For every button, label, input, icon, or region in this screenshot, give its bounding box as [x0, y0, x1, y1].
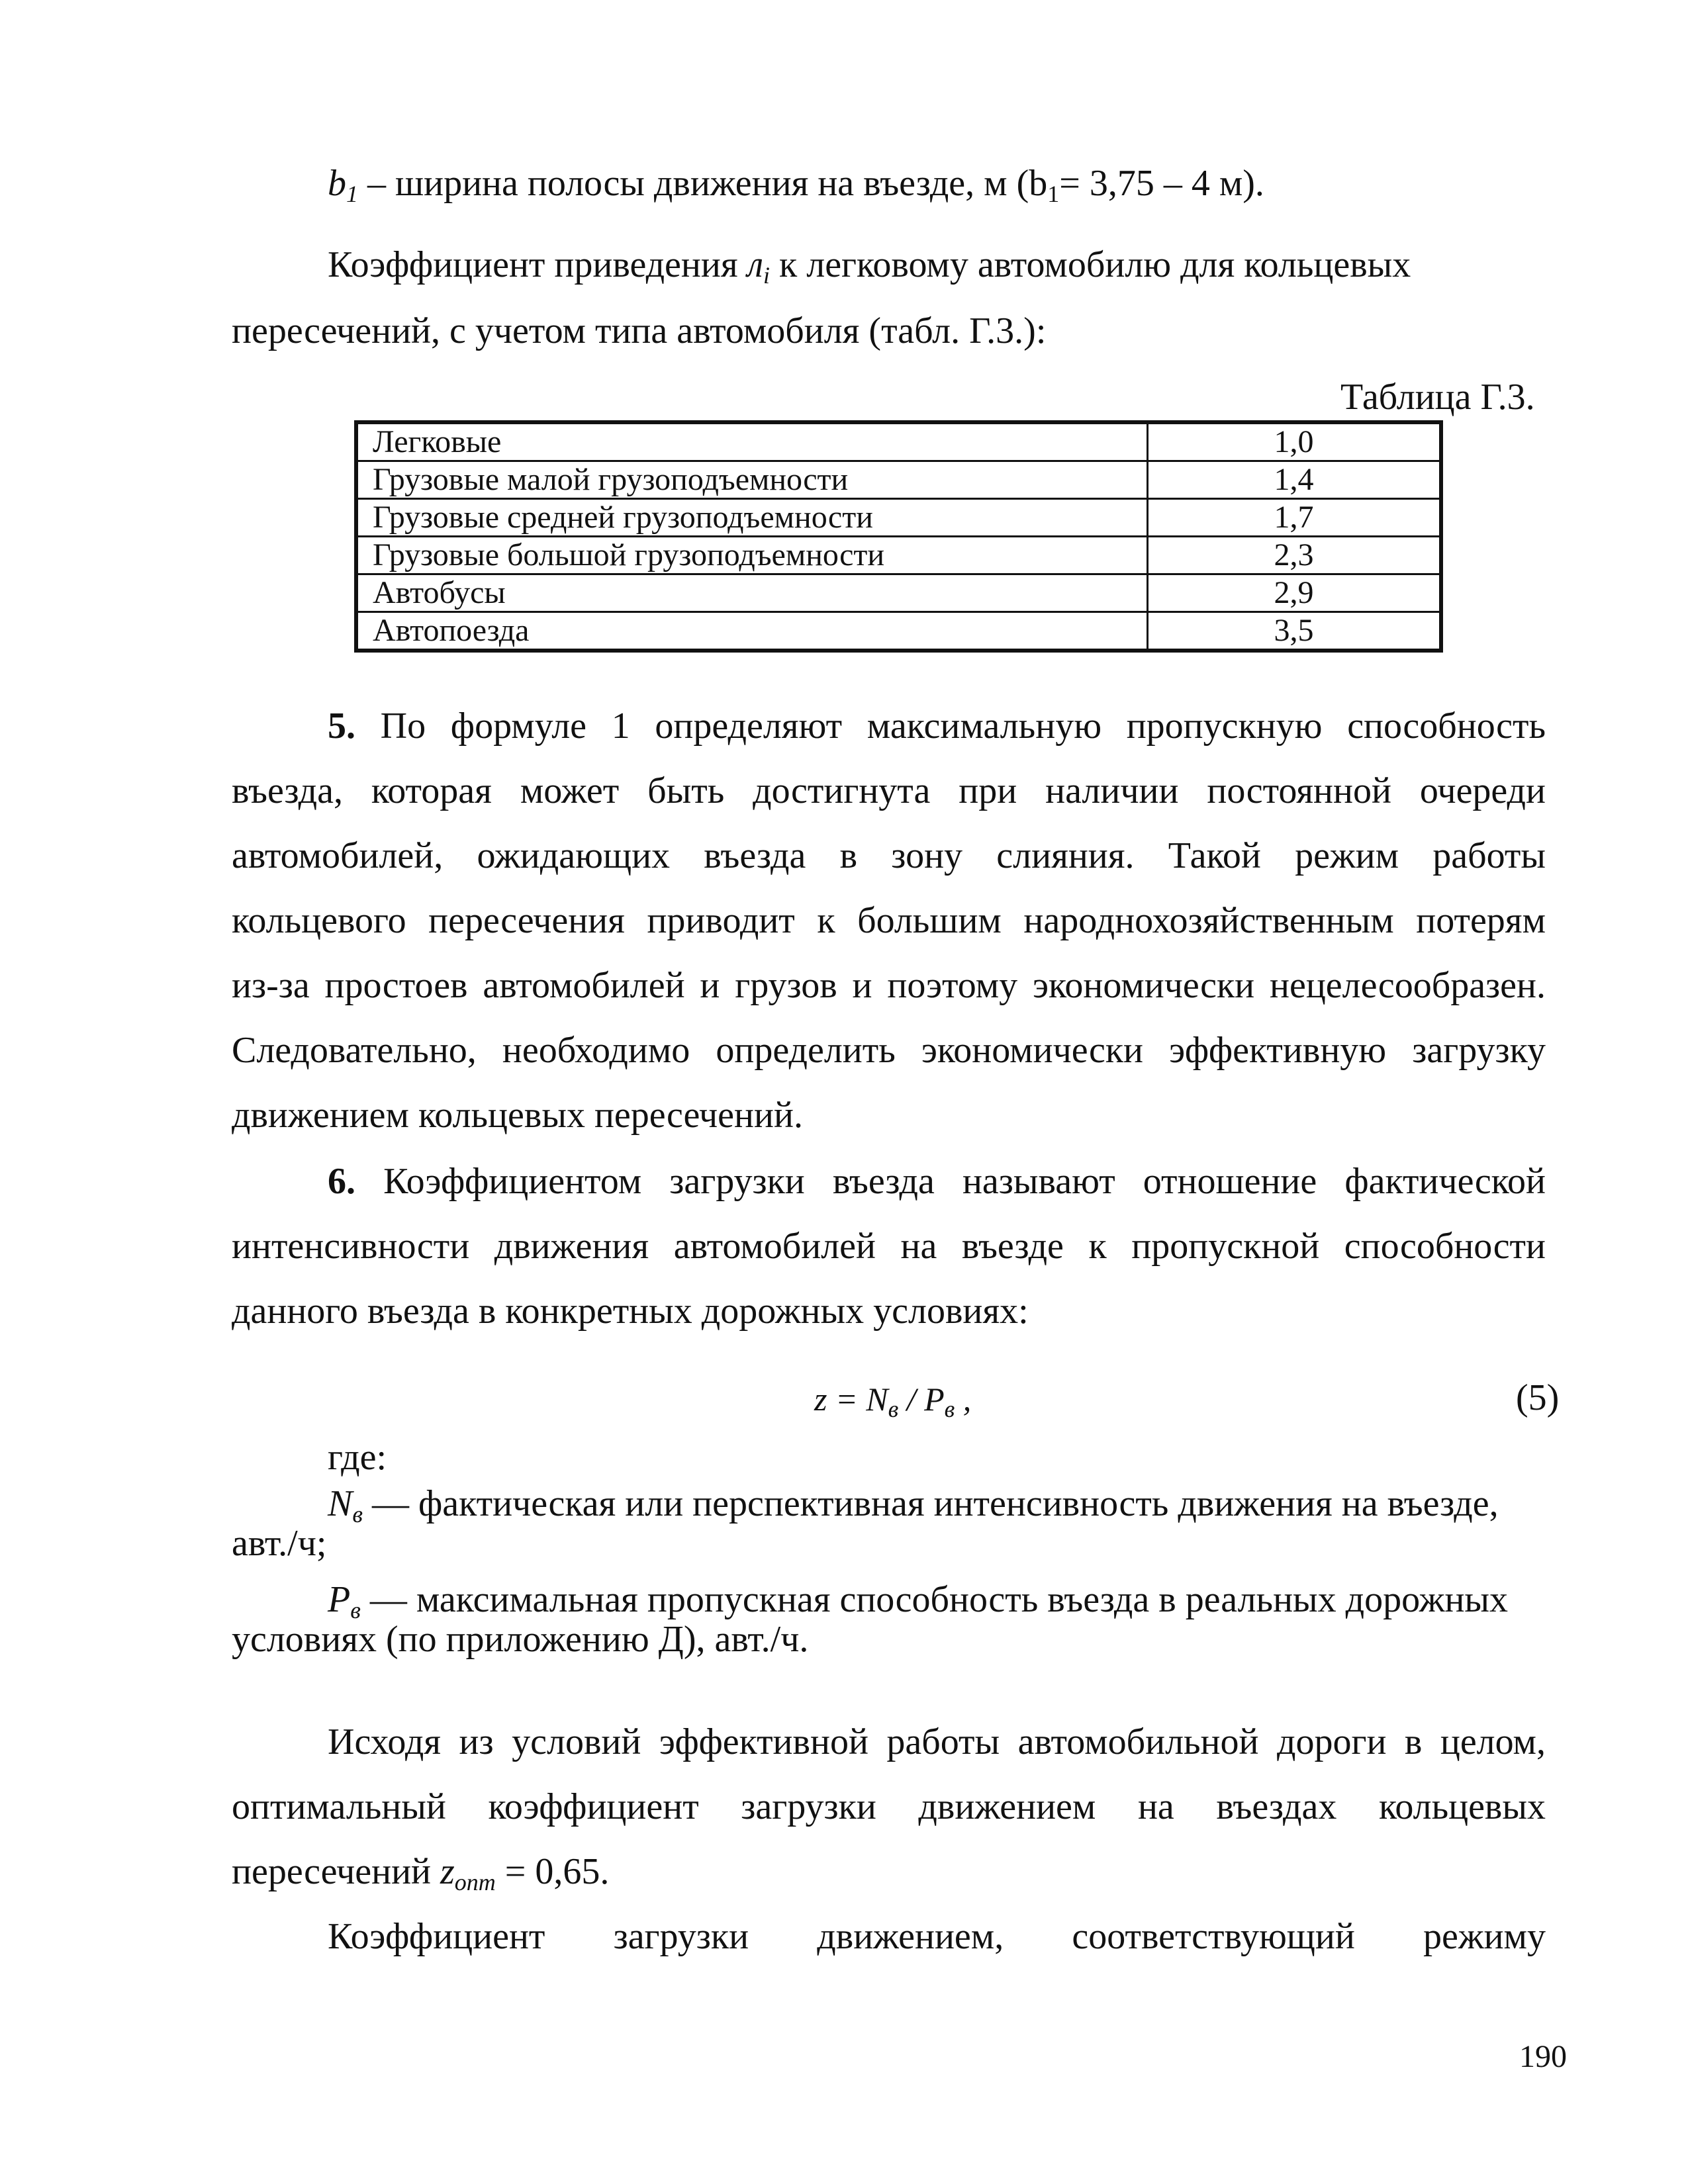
table-row — [356, 422, 1441, 461]
coefficient-value-cell: 2,9 — [1148, 574, 1442, 612]
vehicle-type-cell: Грузовые средней грузоподъемности — [356, 499, 1148, 537]
para-opt-line-2: оптимальный коэффициент загрузки движением на въездах кольцевых — [232, 1786, 1546, 1827]
para5-line-7: движением кольцевых пересечений. — [232, 1095, 803, 1136]
table-row — [356, 537, 1441, 574]
coefficient-value-cell: 1,7 — [1148, 499, 1442, 537]
table-row — [356, 574, 1441, 612]
para6-line-3: данного въезда в конкретных дорожных условиях: — [232, 1291, 1029, 1332]
def-nv: $N_в$ — фактическая или перспективная интенсивность движения на въезде, — [328, 1483, 1499, 1527]
para5-line-2: въезда, которая может быть достигнута при наличии постоянной очереди — [232, 770, 1546, 811]
table-row — [356, 612, 1441, 651]
coefficient-value-cell: 2,3 — [1148, 537, 1442, 574]
where-label: где: — [328, 1437, 387, 1478]
para-opt-line-1: Исходя из условий эффективной работы автомобильной дороги в целом, — [328, 1721, 1546, 1762]
formula-5: $z = N_в / P_в$ , — [814, 1381, 972, 1422]
def-pv: $P_в$ — максимальная пропускная способность въезда в реальных дорожных — [328, 1579, 1509, 1623]
coefficient-value-cell: 3,5 — [1148, 612, 1442, 651]
coef-intro-line1: Коэффициент приведения $л_i$ к легковому автомобилю для кольцевых — [328, 244, 1411, 289]
coefficient-table — [354, 420, 1443, 653]
para5-line-1: 5. По формуле 1 определяют максимальную пропускную способность — [328, 705, 1546, 747]
vehicle-type-cell: Автобусы — [356, 574, 1148, 612]
def-pv-cont: условиях (по приложению Д), авт./ч. — [232, 1619, 809, 1660]
b1-definition: $b_1$ – ширина полосы движения на въезде, м ($b_1= 3,75 - 4$ м). — [328, 163, 1264, 207]
table-row — [356, 499, 1441, 537]
def-nv-cont: авт./ч; — [232, 1523, 327, 1564]
table-row — [356, 461, 1441, 499]
last-line: Коэффициент загрузки движением, соответствующий режиму — [328, 1916, 1546, 1957]
para6-line-1: 6. Коэффициентом загрузки въезда называют отношение фактической — [328, 1161, 1546, 1202]
para5-line-3: автомобилей, ожидающих въезда в зону слияния. Такой режим работы — [232, 835, 1546, 876]
vehicle-type-cell: Автопоезда — [356, 612, 1148, 651]
page-number: 190 — [1519, 2039, 1567, 2074]
para6-line-2: интенсивности движения автомобилей на въезде к пропускной способности — [232, 1226, 1546, 1267]
para5-line-4: кольцевого пересечения приводит к большим народнохозяйственным потерям — [232, 900, 1546, 941]
table-caption: Таблица Г.3. — [1340, 377, 1535, 418]
para5-line-6: Следовательно, необходимо определить экономически эффективную загрузку — [232, 1030, 1546, 1071]
para5-line-5: из-за простоев автомобилей и грузов и поэтому экономически нецелесообразен. — [232, 965, 1546, 1006]
para-opt-line-3: пересечений $z_{опт} = 0,65$. — [232, 1851, 610, 1895]
formula-number: (5) — [1516, 1377, 1560, 1418]
vehicle-type-cell: Легковые — [356, 422, 1148, 461]
vehicle-type-cell: Грузовые большой грузоподъемности — [356, 537, 1148, 574]
vehicle-type-cell: Грузовые малой грузоподъемности — [356, 461, 1148, 499]
coef-intro-line2: пересечений, с учетом типа автомобиля (табл. Г.3.): — [232, 310, 1047, 351]
coefficient-value-cell: 1,4 — [1148, 461, 1442, 499]
coefficient-value-cell: 1,0 — [1148, 422, 1442, 461]
